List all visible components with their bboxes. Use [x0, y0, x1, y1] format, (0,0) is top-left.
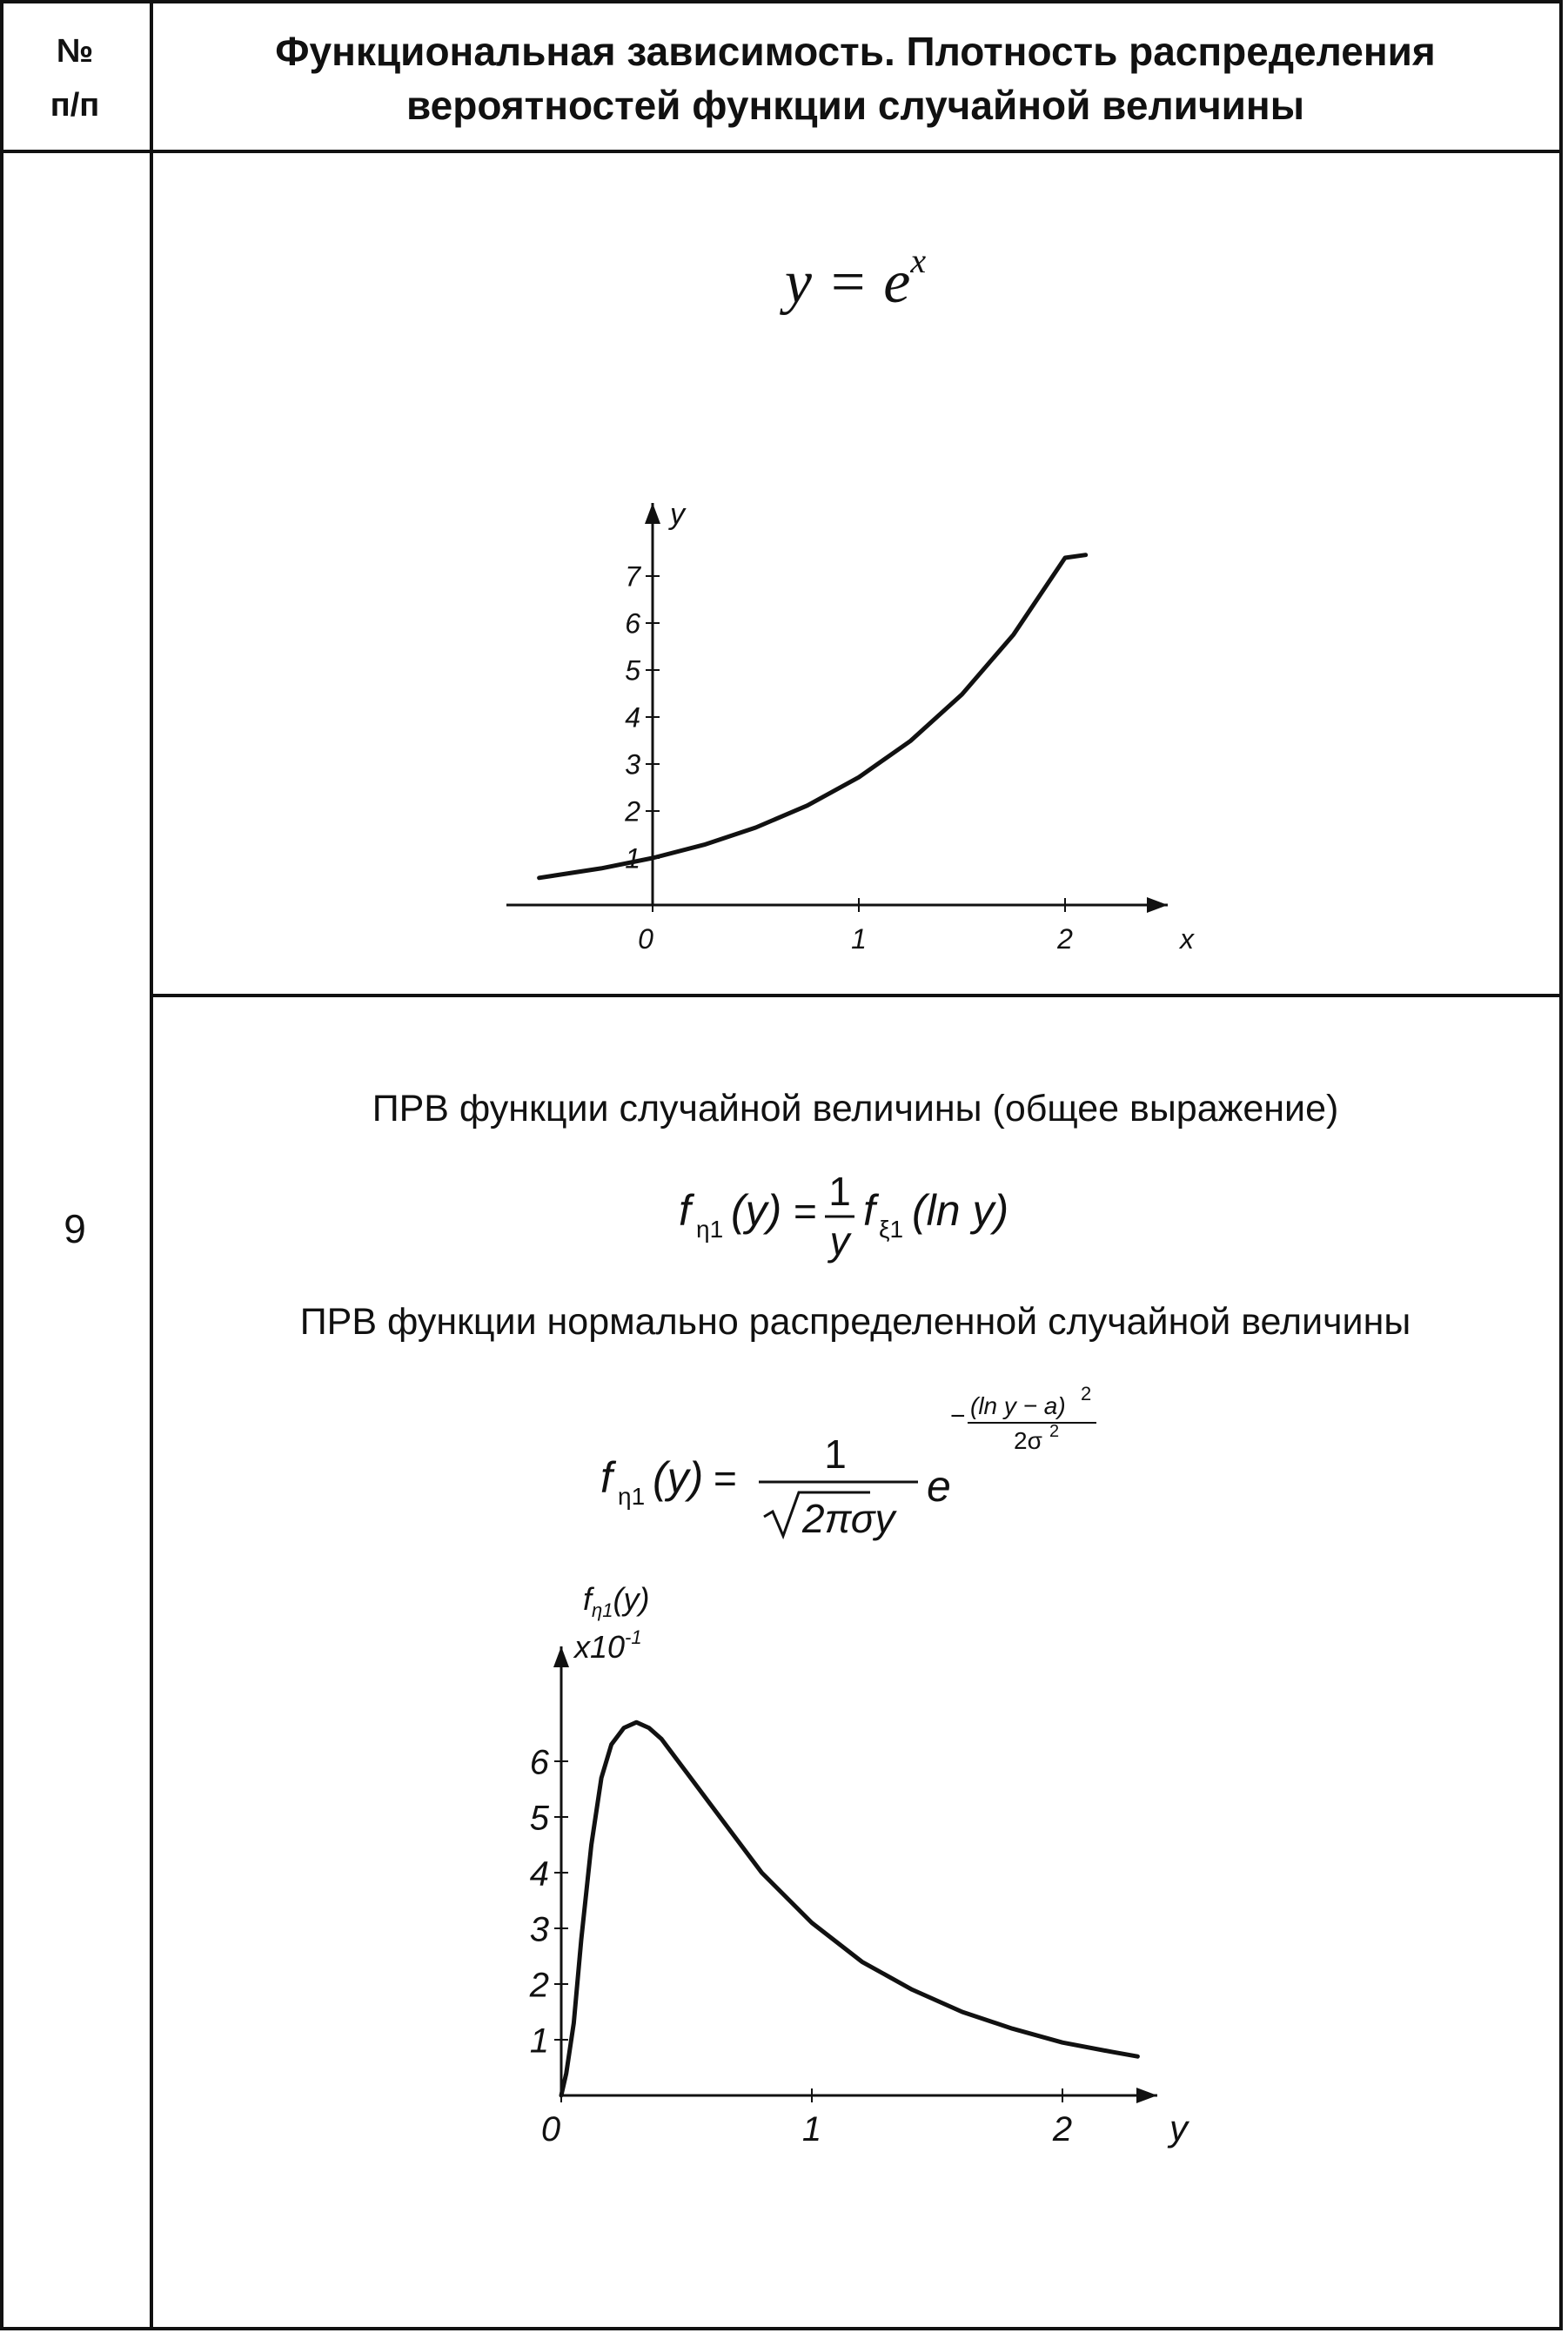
y-tick-label-5: 5	[625, 654, 640, 687]
formula-general-rhs-sub: ξ1	[879, 1216, 904, 1243]
function-formula	[155, 240, 1556, 318]
row-number: 9	[64, 1206, 86, 1251]
function-formula-base: e	[883, 249, 911, 316]
y-axis-label: $f_{\eta 1}(y)$	[583, 1581, 650, 1621]
formula-normal-den: 2πσy	[802, 1496, 895, 1541]
y-tick-label-3: 3	[625, 748, 640, 781]
x-axis-label: x	[1180, 923, 1194, 955]
formula-normal-lhs-arg: (y)	[653, 1453, 704, 1502]
x-tick-label-1: 1	[851, 923, 867, 955]
formula-normal-exp-den-pow: 2	[1049, 1422, 1060, 1441]
y-tick-label-1: 1	[529, 2021, 549, 2061]
function-formula-eq: =	[827, 249, 868, 316]
formula-normal-lhs-f: f	[600, 1453, 613, 1502]
y-axis-arrow	[645, 503, 660, 524]
density-chart	[487, 1575, 1201, 2167]
caption-general: ПРВ функции случайной величины (общее выражение)	[372, 1088, 1339, 1130]
x-axis-arrow	[1136, 2088, 1157, 2103]
y-tick-label-6: 6	[625, 607, 640, 640]
formula-normal-lhs-sub: η1	[618, 1483, 646, 1510]
x-tick-label-2: 2	[1057, 923, 1073, 955]
exp-function-chart	[487, 487, 1194, 957]
header-number-column	[0, 24, 150, 132]
formula-general-lhs-sub: η1	[696, 1216, 724, 1243]
table-border-left	[0, 0, 3, 2330]
table-border-top	[0, 0, 1563, 3]
x-tick-label-2: 2	[1052, 2110, 1073, 2149]
function-formula-lhs: y	[784, 249, 812, 316]
formula-normal-exp-num: (ln y − a)	[970, 1392, 1066, 1419]
cell-divider	[150, 994, 1563, 997]
formula-normal-eq: =	[714, 1456, 737, 1501]
y-scale-label: $x10^{-1}$	[574, 1626, 642, 1665]
x-tick-label-0: 0	[540, 2110, 561, 2149]
caption-normal: ПРВ функции нормально распределенной случайной величины	[299, 1301, 1411, 1343]
formula-normal-num: 1	[824, 1431, 847, 1477]
series-line	[561, 1722, 1137, 2095]
y-tick-label-6: 6	[529, 1743, 549, 1782]
formula-general-rhs-f: f	[863, 1186, 875, 1235]
x-tick-label-0: 0	[638, 923, 653, 955]
formula-normal-base: e	[927, 1462, 951, 1511]
function-formula-exp: x	[910, 240, 927, 280]
series-line	[539, 555, 1086, 878]
formula-general-rhs-arg: (ln y)	[912, 1186, 1009, 1235]
y-tick-label-3: 3	[529, 1910, 549, 1949]
formula-normal	[574, 1371, 1131, 1562]
y-tick-label-4: 4	[625, 701, 640, 734]
y-tick-label-5: 5	[529, 1799, 549, 1838]
formula-normal-exp-sign: −	[950, 1402, 966, 1431]
formula-general	[661, 1157, 1027, 1279]
header-number-line1: №	[56, 33, 94, 70]
y-tick-label-4: 4	[529, 1854, 549, 1894]
y-tick-label-7: 7	[625, 560, 640, 593]
formula-general-num: 1	[828, 1169, 851, 1214]
header-title-line1: Функциональная зависимость. Плотность распределения	[275, 29, 1436, 74]
formula-normal-exp-den: 2σ	[1014, 1427, 1042, 1454]
column-divider	[150, 0, 153, 2330]
header-divider	[0, 150, 1563, 153]
y-axis-label: y	[670, 498, 685, 531]
header-title	[155, 24, 1556, 132]
header-number-line2: п/п	[50, 87, 100, 124]
formula-general-lhs-arg: (y)	[731, 1186, 782, 1235]
y-tick-label-2: 2	[625, 795, 640, 828]
x-axis-arrow	[1147, 897, 1168, 913]
y-tick-label-1: 1	[625, 842, 640, 875]
formula-general-eq: =	[794, 1189, 817, 1234]
table-border-right	[1559, 0, 1563, 2330]
y-tick-label-2: 2	[529, 1966, 549, 2005]
x-tick-label-1: 1	[801, 2110, 822, 2149]
x-axis-label: y	[1169, 2108, 1188, 2149]
formula-general-lhs-f: f	[679, 1186, 691, 1235]
y-axis-arrow	[553, 1646, 569, 1667]
table-border-bottom	[0, 2327, 1563, 2330]
formula-normal-exp-num-pow: 2	[1081, 1383, 1092, 1404]
header-title-line2: вероятностей функции случайной величины	[406, 83, 1304, 128]
formula-general-den: y	[829, 1218, 850, 1264]
